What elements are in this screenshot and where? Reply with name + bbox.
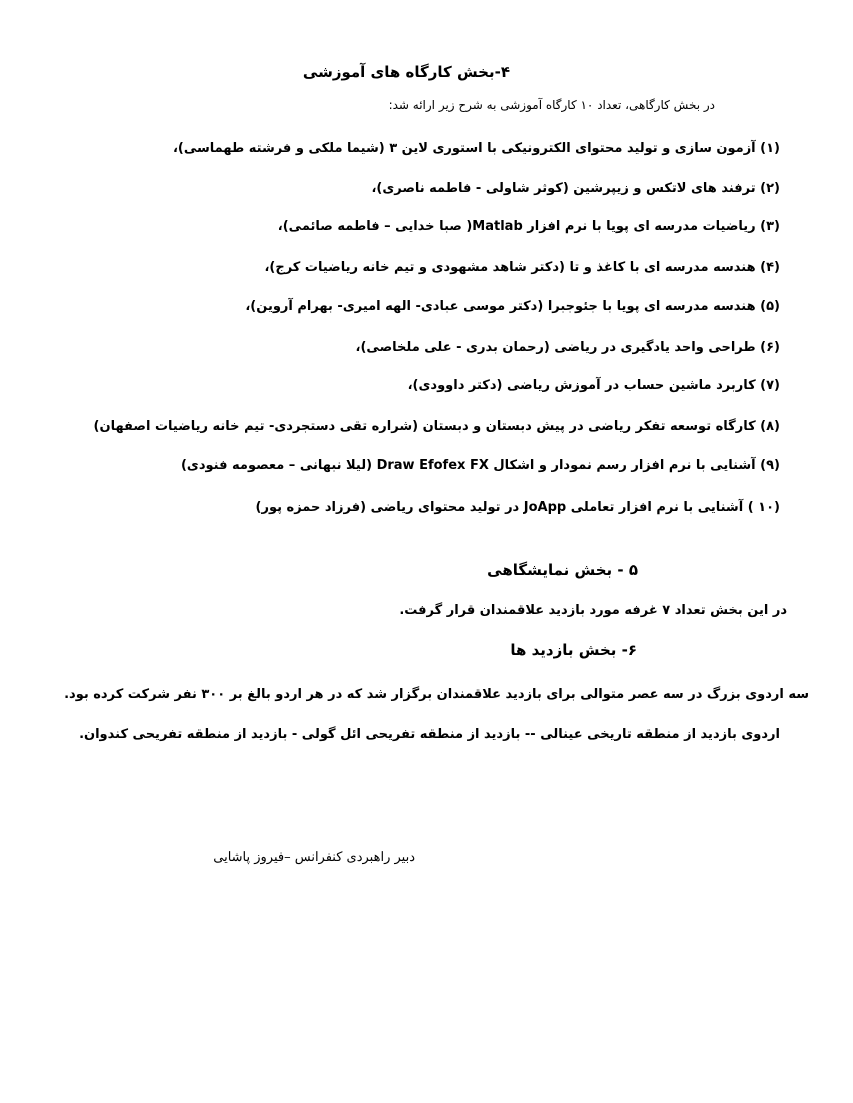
section6-text-1: سه اردوی بزرگ در سه عصر متوالی برای بازدید علاقمندان برگزار شد که در هر اردو بالغ بر ۳۰۰ نفر شرکت کرده بود. [64, 687, 809, 702]
workshop-item-3: (۳) ریاضیات مدرسه ای پویا با نرم افزار Matlab( صبا خدایی – فاطمه صائمی)، [277, 219, 780, 234]
workshop-item-5: (۵) هندسه مدرسه ای پویا با جئوجبرا (دکتر موسی عبادی- الهه امیری- بهرام آروین)، [245, 299, 780, 314]
section6-text-2: اردوی بازدید از منطقه تاریخی عینالی -- بازدید از منطقه تفریحی ائل گولی - بازدید از منطقه تفریحی کندوان. [79, 727, 780, 742]
section5-text: در این بخش تعداد ۷ غرفه مورد بازدید علاقمندان قرار گرفت. [399, 603, 787, 618]
workshop-item-9: (۹) آشنایی با نرم افزار رسم نمودار و اشکال Draw Efofex FX (لیلا نبهانی – معصومه فنودی) [180, 458, 780, 473]
section4-intro: در بخش کارگاهی، تعداد ۱۰ کارگاه آموزشی به شرح زیر ارائه شد: [388, 98, 715, 112]
workshop-item-2: (۲) ترفند های لاتکس و زیپرشین (کوثر شاولی - فاطمه ناصری)، [371, 181, 780, 196]
section5-heading: ۵ - بخش نمایشگاهی [487, 561, 638, 579]
section4-heading: ۴-بخش کارگاه های آموزشی [302, 63, 510, 81]
workshop-item-1: (۱) آزمون سازی و تولید محتوای الکترونیکی با استوری لاین ۳ (شیما ملکی و فرشته طهماسی)، [172, 141, 780, 156]
workshop-item-8: (۸) کارگاه توسعه تفکر ریاضی در پیش دبستان و دبستان (شراره تقی دستجردی- تیم خانه ریاضیات اصفهان) [93, 419, 780, 434]
signature: دبیر راهبردی کنفرانس –فیروز پاشایی [213, 850, 415, 865]
section6-heading: ۶- بخش بازدید ها [510, 641, 637, 659]
workshop-item-10: (۱۰ ) آشنایی با نرم افزار تعاملی JoApp در تولید محتوای ریاضی (فرزاد حمزه پور) [255, 500, 780, 515]
workshop-item-6: (۶) طراحی واحد یادگیری در ریاضی (رحمان بدری - علی ملخاصی)، [355, 340, 780, 355]
workshop-item-7: (۷) کاربرد ماشین حساب در آموزش ریاضی (دکتر داوودی)، [407, 378, 780, 393]
workshop-item-4: (۴) هندسه مدرسه ای با کاغذ و تا (دکتر شاهد مشهودی و تیم خانه ریاضیات کرج)، [264, 260, 780, 275]
